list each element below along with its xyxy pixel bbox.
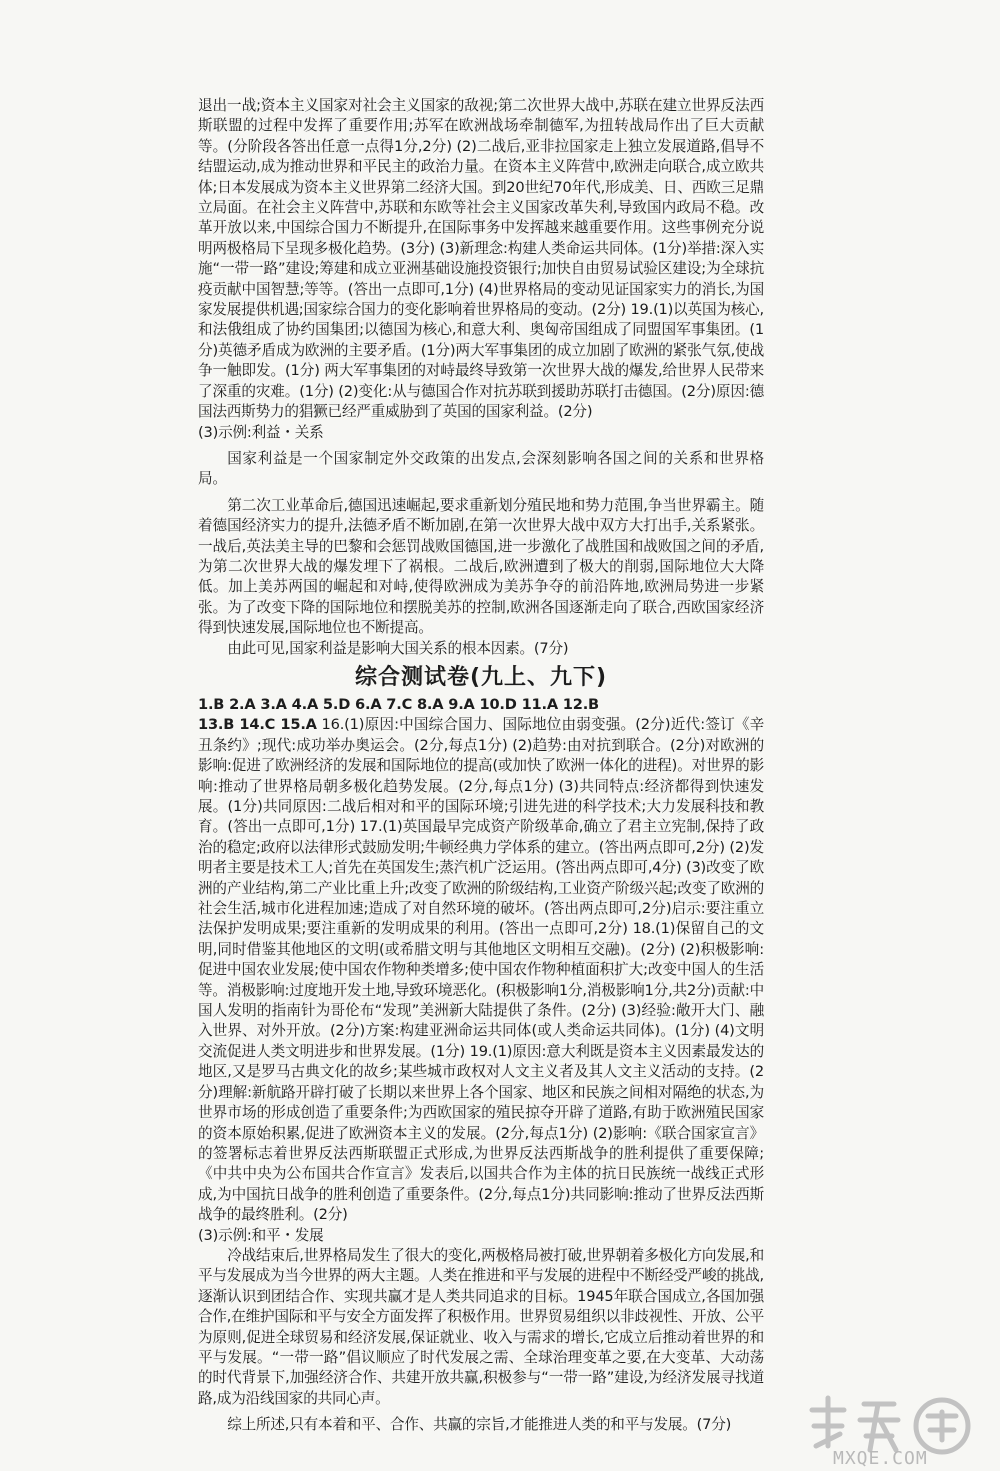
answer-paragraph xyxy=(198,715,764,1225)
answer-paragraph: 退出一战;资本主义国家对社会主义国家的敌视;第二次世界大战中,苏联在建立世界反法西斯联盟的过程中发挥了重要作用;苏军在欧洲战场牵制德军,为扭转战局作出了巨大贡献等。(分阶段各答出任意一点得1分,2分) (2)二战后,亚非拉国家走上独立发展道路,倡导不结盟运动,成为推动世界和平民主的政治力量。在资本主义阵营中,欧洲走向联合,成立欧共体;日本发展成为资本主义世界第二经济大国。到20世纪70年代,形成美、日、西欧三足鼎立局面。在社会主义阵营中,苏联和东欧等社会主义国家改革失利,导致国内政局不稳。改革开放以来,中国综合国力不断提升,在国际事务中发挥越来越重要作用。这些事例充分说明两极格局下呈现多极化趋势。(3分) (3)新理念:构建人类命运共同体。(1分)举措:深入实施“一带一路”建设;筹建和成立亚洲基础设施投资银行;加快自由贸易试验区建设;为全球抗疫贡献中国智慧;等等。(答出一点即可,1分) (4)世界格局的变动见证国家实力的消长,为国家发展提供机遇;国家综合国力的变化影响着世界格局的变动。(2分) 19.(1)以英国为核心,和法俄组成了协约国集团;以德国为核心,和意大利、奥匈帝国组成了同盟国军事集团。(1分)英德矛盾成为欧洲的主要矛盾。(1分)两大军事集团的成立加剧了欧洲的紧张气氛,使战争一触即发。(1分) 两大军事集团的对峙最终导致第一次世界大战的爆发,给世界人民带来了深重的灾难。(1分) (2)变化:从与德国合作对抗苏联到援助苏联打击德国。(2分)原因:德国法西斯势力的猖獗已经严重威胁到了英国的国家利益。(2分) xyxy=(198,97,764,421)
multiple-choice-answers: 1.B 2.A 3.A 4.A 5.D 6.A 7.C 8.A 9.A 10.D 11.A 12.B xyxy=(198,695,599,713)
answer-column xyxy=(198,96,764,1436)
essay-topic: (3)示例:利益・关系 xyxy=(198,423,324,441)
essay-paragraph: 国家利益是一个国家制定外交政策的出发点,会深刻影响各国之间的关系和世界格局。 xyxy=(198,449,764,488)
essay-conclusion: 由此可见,国家利益是影响大国关系的根本因素。(7分) xyxy=(227,639,569,657)
essay-paragraph: 第二次工业革命后,德国迅速崛起,要求重新划分殖民地和势力范围,争当世界霸主。随着德国经济实力的提升,法德矛盾不断加剧,在第一次世界大战中双方大打出手,关系紧张。一战后,英法美主导的巴黎和会惩罚战败国德国,进一步激化了战胜国和战败国之间的矛盾,为第二次世界大战的爆发埋下了祸根。二战后,欧洲遭到了极大的削弱,国际地位大大降低。加上美苏两国的崛起和对峙,使得欧洲成为美苏争夺的前沿阵地,欧洲局势进一步紧张。为了改变下降的国际地位和摆脱美苏的控制,欧洲各国逐渐走向了联合,西欧国家经济得到快速发展,国际地位也不断提高。 xyxy=(198,496,764,637)
multiple-choice-answers-cont: 13.B 14.C 15.A xyxy=(198,716,317,734)
section-title: 综合测试卷(九上、九下) xyxy=(354,664,608,690)
essay-topic: (3)示例:和平・发展 xyxy=(198,1226,324,1244)
answer-text: 16.(1)原因:中国综合国力、国际地位由弱变强。(2分)近代:签订《辛丑条约》;现代:成功举办奥运会。(2分,每点1分) (2)趋势:由对抗到联合。(2分)对欧洲的影响:促进了欧洲经济的发展和国际地位的提高(或加快了欧洲一体化的进程)。对世界的影响:推动了世界格局朝多极化趋势发展。(2分,每点1分) (3)共同特点:经济都得到快速发展。(1分)共同原因:二战后相对和平的国际环境;引进先进的科学技术;大力发展科技和教育。(答出一点即可,1分) 17.(1)英国最早完成资产阶级革命,确立了君主立宪制,保持了政治的稳定;政府以法律形式鼓励发明;牛顿经典力学体系的建立。(答出两点即可,2分) (2)发明者主要是技术工人;首先在英国发生;蒸汽机广泛运用。(答出两点即可,4分) (3)改变了欧洲的产业结构,第二产业比重上升;改变了欧洲的阶级结构,工业资产阶级兴起;改变了欧洲的社会生活,城市化进程加速;造成了对自然环境的破坏。(答出两点即可,2分)启示:要注重立法保护发明成果;要注重新的发明成果的利用。(答出一点即可,2分) 18.(1)保留自己的文明,同时借鉴其他地区的文明(或希腊文明与其他地区文明相互交融)。(2分) (2)积极影响:促进中国农业发展;使中国农作物种类增多;使中国农作物种植面积扩大;改变中国人的生活等。消极影响:过度地开发土地,导致环境恶化。(积极影响1分,消极影响1分,共2分)贡献:中国人发明的指南针为哥伦布“发现”美洲新大陆提供了条件。(2分) (3)经验:敞开大门、融入世界、对外开放。(2分)方案:构建亚洲命运共同体(或人类命运共同体)。(1分) (4)文明交流促进人类文明进步和世界发展。(1分) 19.(1)原因:意大利既是资本主义因素最发达的地区,又是罗马古典文化的故乡;某些城市政权对人文主义者及其人文主义活动的支持。(2分)理解:新航路开辟打破了长期以来世界上各个国家、地区和民族之间相对隔绝的状态,为世界市场的形成创造了重要条件;为西欧国家的殖民掠夺开辟了道路,有助于欧洲殖民国家的资本原始积累,促进了欧洲资本主义的发展。(2分,每点1分) (2)影响:《联合国家宣言》的签署标志着世界反法西斯联盟正式形成,为世界反法西斯战争的胜利提供了重要保障;《中共中央为公布国共合作宣言》发表后,以国共合作为主体的抗日民族统一战线正式形成,为中国抗日战争的胜利创造了重要条件。(2分,每点1分)共同影响:推动了世界反法西斯战争的最终胜利。(2分) xyxy=(198,716,764,1224)
essay-paragraph: 冷战结束后,世界格局发生了很大的变化,两极格局被打破,世界朝着多极化方向发展,和平与发展成为当今世界的两大主题。人类在推进和平与发展的进程中不断经受严峻的挑战,逐渐认识到团结合作、实现共赢才是人类共同追求的目标。1945年联合国成立,各国加强合作,在维护国际和平与安全方面发挥了积极作用。世界贸易组织以非歧视性、开放、公平为原则,促进全球贸易和经济发展,保证就业、收入与需求的增长,它成立后推动着世界的和平与发展。“一带一路”倡议顺应了时代发展之需、全球治理变革之要,在大变革、大动荡的时代背景下,加强经济合作、共建开放共赢,积极参与“一带一路”建设,为经济发展寻找道路,成为沿线国家的共同心声。 xyxy=(198,1246,764,1407)
watermark-url: MXQE.COM xyxy=(833,1448,928,1469)
essay-conclusion: 综上所述,只有本着和平、合作、共赢的宗旨,才能推进人类的和平与发展。(7分) xyxy=(227,1416,732,1434)
